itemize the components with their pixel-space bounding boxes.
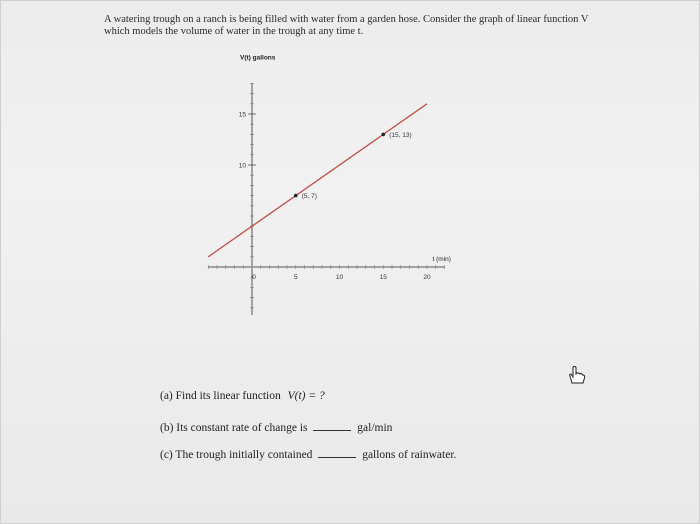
question-c-unit: gallons of rainwater.	[362, 449, 457, 461]
question-a	[160, 390, 325, 402]
question-a-text: (a) Find its linear function	[160, 390, 281, 402]
y-tick-label: 10	[238, 162, 246, 170]
question-c-text: (c) The trough initially contained	[160, 449, 313, 461]
marks	[208, 104, 427, 257]
question-c	[160, 447, 456, 461]
function-line	[208, 104, 427, 257]
labels	[239, 55, 451, 281]
x-tick-label: 15	[379, 274, 387, 281]
question-a-expression: V(t) = ?	[287, 390, 325, 402]
x-axis-title: t (min)	[432, 256, 451, 263]
answer-blank-c[interactable]	[318, 447, 356, 458]
question-b-unit: gal/min	[357, 422, 393, 434]
problem-statement	[104, 14, 664, 38]
linear-function-graph	[190, 55, 490, 315]
y-axis-title: V(t) gallons	[240, 55, 276, 62]
point-label: (15, 13)	[389, 131, 412, 139]
x-tick-label: 20	[423, 274, 431, 281]
point-label: (5, 7)	[301, 193, 317, 201]
answer-blank-b[interactable]	[313, 420, 351, 431]
data-point	[381, 133, 385, 137]
data-point	[294, 194, 298, 198]
pointer-hand-icon	[565, 365, 587, 385]
x-tick-label: 0	[252, 274, 256, 281]
x-tick-label: 5	[293, 274, 298, 281]
problem-line-2: which models the volume of water in the trough at any time t.	[104, 26, 364, 37]
chart-svg	[190, 55, 490, 315]
x-tick-label: 10	[335, 274, 344, 281]
question-b-text: (b) Its constant rate of change is	[160, 422, 308, 434]
y-tick-label: 15	[238, 111, 246, 119]
question-b	[160, 420, 392, 434]
problem-line-1: A watering trough on a ranch is being filled with water from a garden hose. Consider the graph of linear function V	[104, 14, 589, 25]
